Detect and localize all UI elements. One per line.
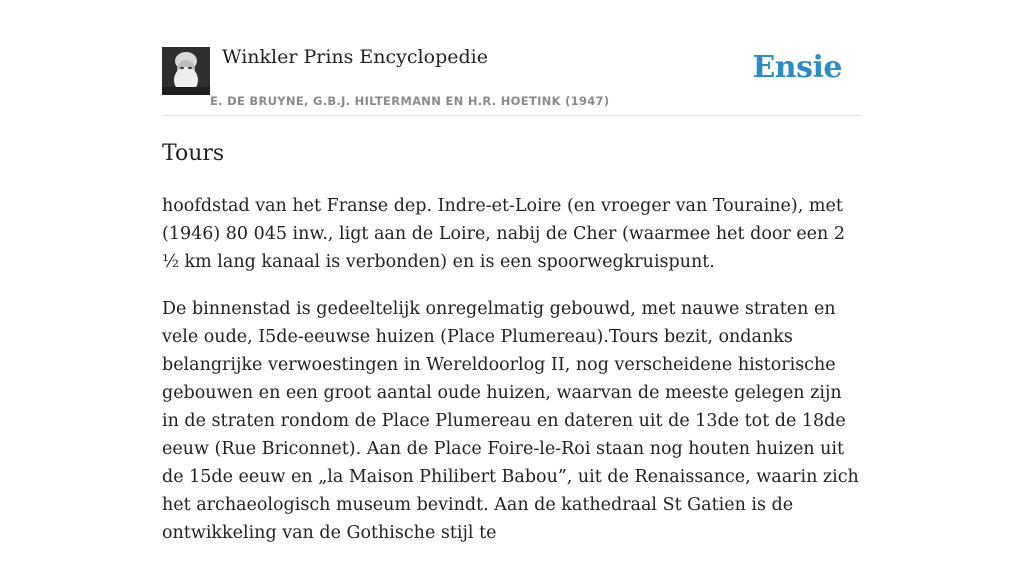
author-avatar[interactable]	[162, 47, 210, 95]
article-paragraph: De binnenstad is gedeeltelijk onregelmatig gebouwd, met nauwe straten en vele oude, I5de-eeuwse huizen (Place Plumereau).Tours bezit, ondanks belangrijke verwoestingen in Wereldoorlog II, nog verscheidene historische gebouwen en een groot aantal oude huizen, waarvan de meeste gelegen zijn in de straten rondom de Place Plumereau en dateren uit de 13de tot de 18de eeuw (Rue Briconnet). Aan de Place Foire-le-Roi staan nog houten huizen uit de 15de eeuw en „la Maison Philibert Babou”, uit de Renaissance, waarin zich het archaeologisch museum bevindt. Aan de kathedraal St Gatien is de ontwikkeling van de Gothische stijl te	[162, 299, 859, 543]
authors-byline: E. DE BRUYNE, G.B.J. HILTERMANN EN H.R. HOETINK (1947)	[210, 94, 610, 108]
article-paragraph: hoofdstad van het Franse dep. Indre-et-Loire (en vroeger van Touraine), met (1946) 80 045 inw., ligt aan de Loire, nabij de Cher (waarmee het door een 2 ½ km lang kanaal is verbonden) en is een spoorwegkruispunt.	[162, 196, 845, 272]
header	[162, 44, 862, 116]
article-title: Tours	[162, 141, 225, 166]
site-title[interactable]: Winkler Prins Encyclopedie	[222, 46, 488, 68]
article-body	[162, 192, 862, 566]
bearded-man-portrait-icon	[162, 47, 210, 95]
ensie-logo[interactable]: Ensie	[752, 50, 842, 85]
